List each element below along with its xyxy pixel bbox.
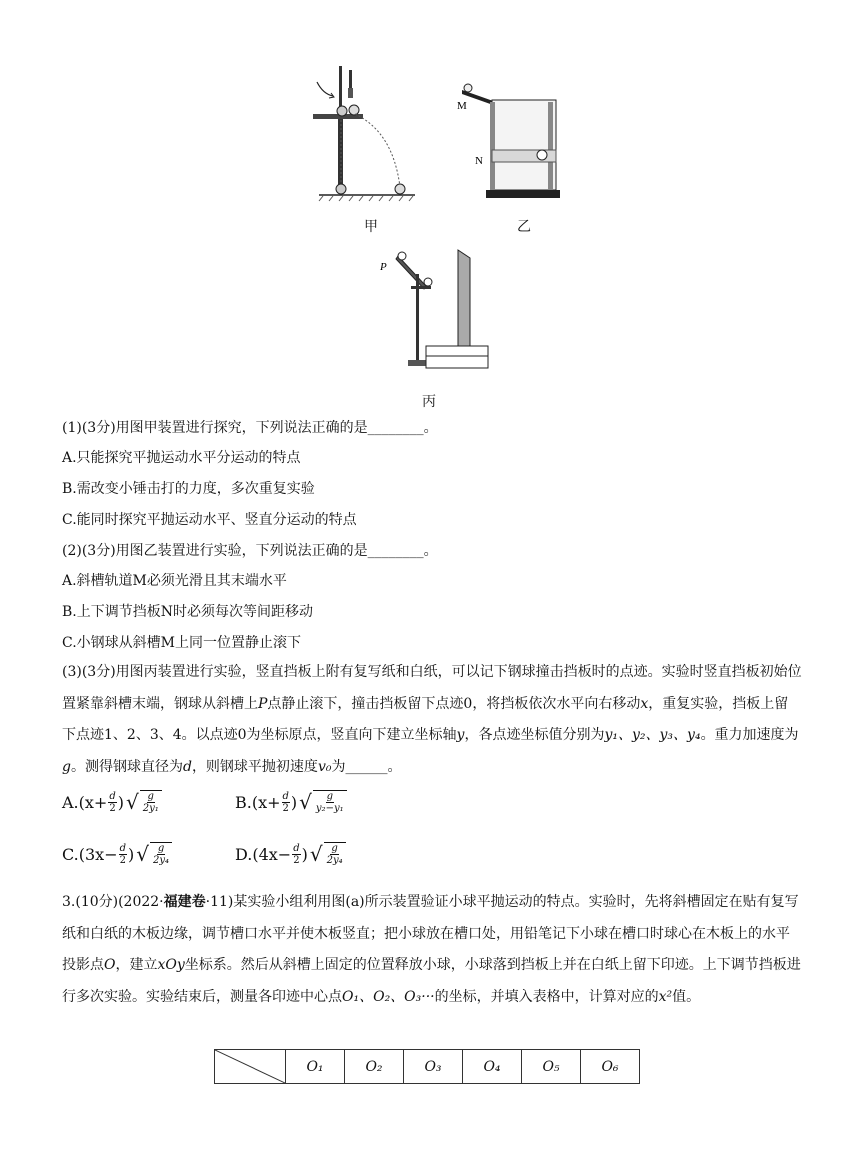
q1-option-b: B.需改变小锤击打的力度，多次重复实验 (62, 481, 315, 497)
q2-stem: (2)(3分)用图乙装置进行实验，下列说法正确的是________。 (62, 543, 438, 559)
table-header-o2: O₂ (345, 1050, 404, 1084)
figure-bing (378, 248, 493, 383)
q1-stem: (1)(3分)用图甲装置进行探究，下列说法正确的是________。 (62, 420, 438, 436)
q1-option-a: A.只能探究平抛运动水平分运动的特点 (62, 450, 301, 466)
q2-option-a: A.斜槽轨道M必须光滑且其末端水平 (62, 573, 287, 589)
figure-bing-caption: 丙 (422, 394, 436, 410)
yi-label-n: N (475, 155, 483, 167)
table-corner-cell (215, 1050, 286, 1084)
figure-jia-caption: 甲 (364, 219, 378, 235)
q1-option-c: C.能同时探究平抛运动水平、竖直分运动的特点 (62, 512, 357, 528)
table-header-o3: O₃ (404, 1050, 463, 1084)
table-header-o1: O₁ (286, 1050, 345, 1084)
figure-yi (450, 82, 565, 204)
table-header-row (215, 1050, 640, 1084)
q3-stem: (3)(3分)用图丙装置进行实验，竖直挡板上附有复写纸和白纸，可以记下钢球撞击挡板时的点迹。实验时竖直挡板初始位置紧靠斜槽末端，钢球从斜槽上P点静止滚下，撞击挡板留下点迹0，将挡板依次水平向右移动x，重复实验，挡板上留下点迹1、2、3、4。以点迹0为坐标原点，竖直向下建立坐标轴y，各点迹坐标值分别为y₁、y₂、y₃、y₄。重力加速度为g。测得钢球直径为d，则钢球平抛初速度v₀为______。 (62, 664, 802, 775)
q3-option-d: D.(4x− $\frac{d}{2}$ ) √ $\frac{g}{\text{2y₄}}$ (235, 842, 347, 866)
q4-stem: 3.(10分)(2022·福建卷·11)某实验小组利用图(a)所示装置验证小球平抛运动的特点。实验时，先将斜槽固定在贴有复写纸和白纸的木板边缘，调节槽口水平并使木板竖直；把小球放在槽口处，用铅笔记下小球在槽口时球心在木板上的水平投影点O，建立xOy坐标系。然后从斜槽上固定的位置释放小球，小球落到挡板上并在白纸上留下印迹。上下调节挡板进行多次实验。实验结束后，测量各印迹中心点O₁、O₂、O₃···的坐标，并填入表格中，计算对应的x²值。 (62, 894, 801, 1005)
q2-option-c: C.小钢球从斜槽M上同一位置静止滚下 (62, 635, 301, 651)
bing-label-p: P (380, 261, 387, 273)
data-table (214, 1049, 640, 1084)
table-header-o5: O₅ (522, 1050, 581, 1084)
figure-yi-caption: 乙 (517, 219, 531, 235)
yi-label-m: M (457, 100, 467, 112)
table-header-o6: O₆ (581, 1050, 640, 1084)
table-header-o4: O₄ (463, 1050, 522, 1084)
q3-option-a: A.(x+ $\frac{d}{2}$ ) √ $\frac{g}{\text{2y₁}}$ (62, 790, 163, 814)
q2-option-b: B.上下调节挡板N时必须每次等间距移动 (62, 604, 313, 620)
q3-option-c: C.(3x− $\frac{d}{2}$ ) √ $\frac{g}{\text{2y₄}}$ (62, 842, 173, 866)
figure-jia (305, 62, 420, 207)
q3-option-b: B.(x+ $\frac{d}{2}$ ) √ $\frac{g}{\text{y₂−y₁}}$ (235, 790, 348, 814)
